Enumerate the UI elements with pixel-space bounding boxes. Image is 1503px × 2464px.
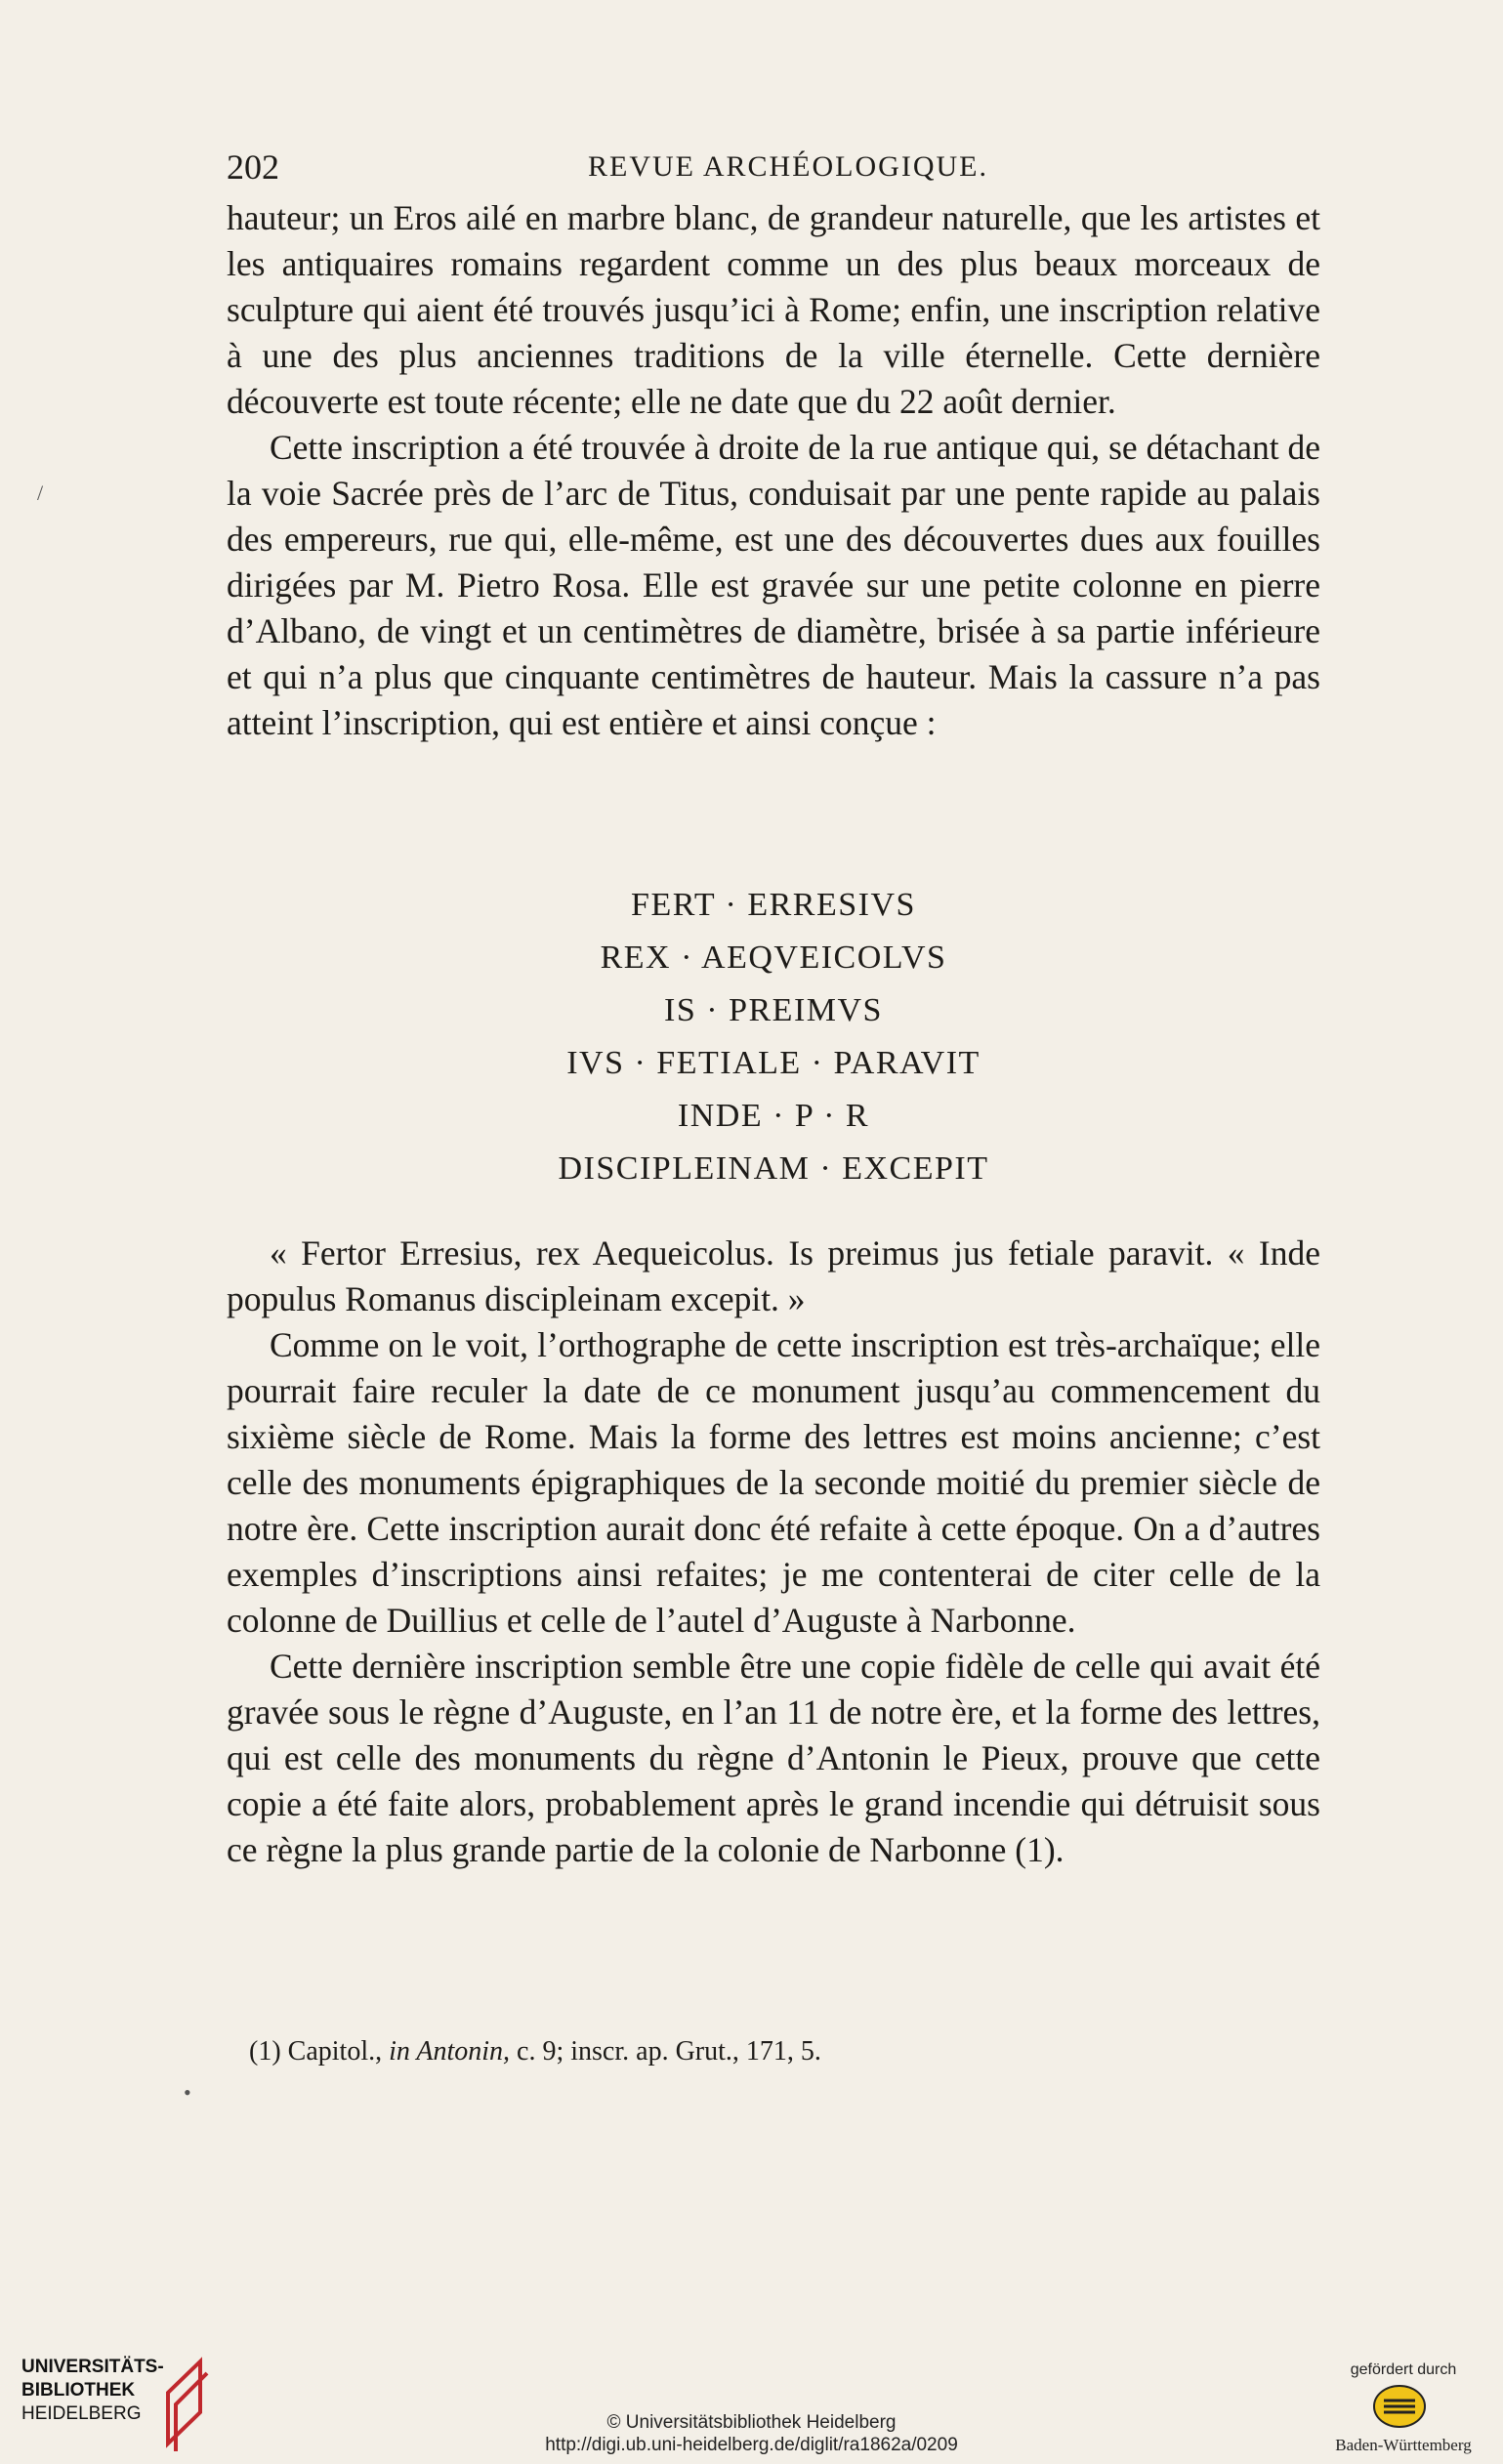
margin-mark: / xyxy=(37,480,44,505)
paragraph: hauteur; un Eros ailé en marbre blanc, de grandeur naturelle, que les artistes et les antiquaires romains regardent comme un des plus beaux morceaux de sculpture qui aient été trouvés jusqu’ici à Rome; enfin, une inscription relative à une des plus anciennes traditions de la ville éternelle. Cette dernière découverte est toute récente; elle ne date que du 22 août dernier. xyxy=(227,198,1320,421)
inscription-line: FERT · ERRESIVS xyxy=(631,887,916,923)
inscription-line: IS · PREIMVS xyxy=(664,992,883,1028)
paragraph: Cette inscription a été trouvée à droite de la rue antique qui, se détachant de la voie Sacrée près de l’arc de Titus, conduisait par une pente rapide au palais des empereurs, rue qui, elle-même, est une des découvertes dues aux fouilles dirigées par M. Pietro Rosa. Elle est gravée sur une petite colonne en pierre d’Albano, de vingt et un centimètres de diamètre, brisée à sa partie inférieure et qui n’a plus que cinquante centimètres de hauteur. Mais la cassure n’a pas atteint l’inscription, qui est entière et ainsi conçue : xyxy=(227,428,1320,742)
page-number: 202 xyxy=(227,147,279,187)
inscription-line: IVS · FETIALE · PARAVIT xyxy=(566,1045,981,1081)
library-logo-text: UNIVERSITÄTS- BIBLIOTHEK HEIDELBERG xyxy=(21,2357,164,2424)
translation-paragraph: « Fertor Erresius, rex Aequeicolus. Is preimus jus fetiale paravit. « Inde populus Romanus discipleinam excepit. » xyxy=(227,1233,1320,1318)
funded-by-label: gefördert durch xyxy=(1350,2361,1457,2378)
running-title: REVUE ARCHÉOLOGIQUE. xyxy=(588,150,988,183)
footnote-italic: in Antonin, xyxy=(389,2036,511,2067)
paragraph: Cette dernière inscription semble être une copie fidèle de celle qui avait été gravée sous le règne d’Auguste, en l’an 11 de notre ère, et la forme des lettres, qui est celle des monuments du règne d’Antonin le Pieux, prouve que cette copie a été faite alors, probablement après le grand incendie qui détruisit sous ce règne la plus grande partie de la colonie de Narbonne (1). xyxy=(227,1647,1320,1869)
footnote xyxy=(249,2036,1304,2067)
inscription-line: INDE · P · R xyxy=(677,1098,870,1134)
footnote-number: (1) xyxy=(249,2036,281,2067)
footnote-text-end: c. 9; inscr. ap. Grut., 171, 5. xyxy=(517,2036,821,2067)
inscription-line: DISCIPLEINAM · EXCEPIT xyxy=(558,1150,989,1187)
page-header xyxy=(227,146,1320,193)
margin-dot: • xyxy=(184,2080,191,2105)
funder-name: Baden-Württemberg xyxy=(1335,2436,1472,2454)
latin-inscription xyxy=(227,879,1320,1195)
footnote-text: Capitol., xyxy=(287,2036,383,2067)
body-text-bottom xyxy=(227,1231,1320,1873)
body-text-top xyxy=(227,195,1320,746)
permalink-url[interactable]: http://digi.ub.uni-heidelberg.de/diglit/ra1862a/0209 xyxy=(545,2435,958,2455)
paragraph: Comme on le voit, l’orthographe de cette inscription est très-archaïque; elle pourrait faire reculer la date de ce monument jusqu’au commencement du sixième siècle de Rome. Mais la forme des lettres est moins ancienne; c’est celle des monuments épigraphiques de la seconde moitié du premier siècle de notre ère. Cette inscription aurait donc été refaite à cette époque. On a d’autres exemples d’inscriptions ainsi refaites; je me contenterai de citer celle de la colonne de Duillius et celle de l’autel d’Auguste à Narbonne. xyxy=(227,1325,1320,1640)
copyright-notice: © Universitätsbibliothek Heidelberg xyxy=(606,2412,897,2433)
coat-of-arms-icon xyxy=(1372,2383,1427,2430)
inscription-line: REX · AEQVEICOLVS xyxy=(600,940,947,976)
